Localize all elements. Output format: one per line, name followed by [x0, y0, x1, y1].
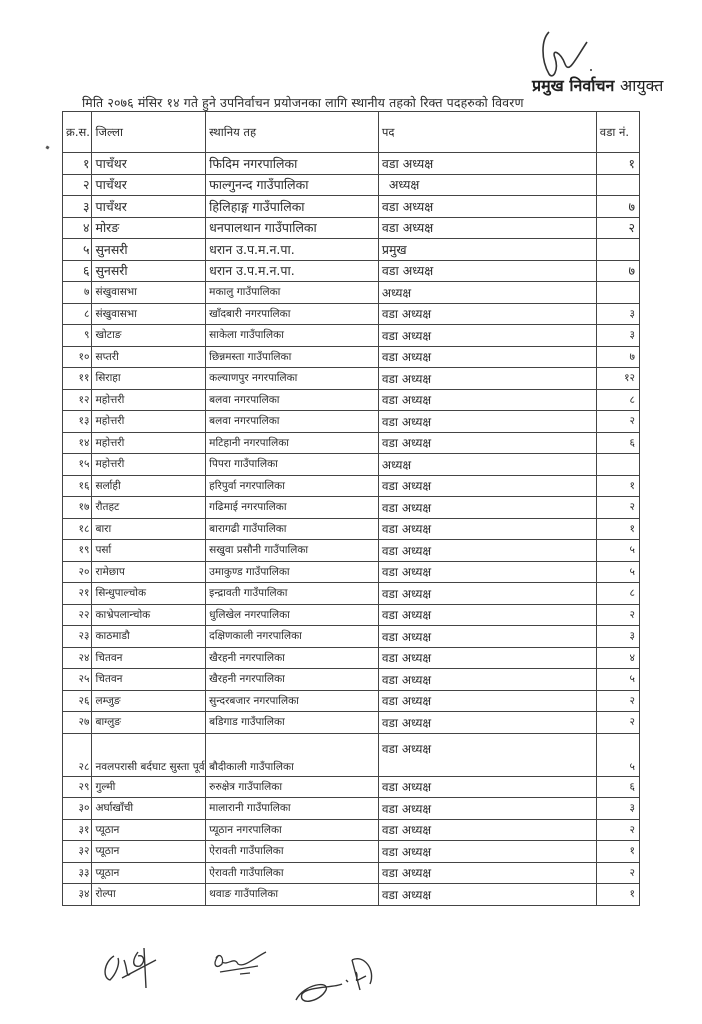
serial-number-cell: २८ — [63, 733, 92, 776]
table-row — [63, 411, 640, 433]
table-row — [63, 690, 640, 712]
post-cell: वडा अध्यक्ष — [378, 303, 596, 325]
ward-number-cell: ८ — [596, 389, 639, 411]
serial-number-cell: १६ — [63, 475, 92, 497]
post-cell: वडा अध्यक्ष — [378, 325, 596, 347]
serial-number-cell: २४ — [63, 647, 92, 669]
serial-number-cell: २५ — [63, 669, 92, 691]
table-row — [63, 626, 640, 648]
signature-3 — [290, 950, 386, 1010]
column-header-post: पद — [378, 112, 596, 153]
ward-number-cell: २ — [596, 712, 639, 734]
district-cell: महोत्तरी — [92, 454, 206, 476]
post-cell: प्रमुख — [378, 239, 596, 261]
serial-number-cell: १२ — [63, 389, 92, 411]
district-cell: काठमाडौ — [92, 626, 206, 648]
local-level-cell: खैरहनी नगरपालिका — [206, 647, 379, 669]
district-cell: अर्घाखाँची — [92, 798, 206, 820]
serial-number-cell: ९ — [63, 325, 92, 347]
post-cell: वडा अध्यक्ष — [378, 776, 596, 798]
local-level-cell: दक्षिणकाली नगरपालिका — [206, 626, 379, 648]
serial-number-cell: ११ — [63, 368, 92, 390]
post-cell: वडा अध्यक्ष — [378, 841, 596, 863]
ward-number-cell: १ — [596, 153, 639, 175]
serial-number-cell: २९ — [63, 776, 92, 798]
local-level-cell: उमाकुण्ड गाउँपालिका — [206, 561, 379, 583]
post-cell: वडा अध्यक्ष — [378, 669, 596, 691]
table-row — [63, 497, 640, 519]
district-cell: सिराहा — [92, 368, 206, 390]
post-cell: वडा अध्यक्ष — [378, 196, 596, 218]
table-row — [63, 862, 640, 884]
signature-2 — [210, 944, 272, 980]
ward-number-cell: ३ — [596, 325, 639, 347]
ward-number-cell: ५ — [596, 669, 639, 691]
local-level-cell: मालारानी गाउँपालिका — [206, 798, 379, 820]
local-level-cell: सुन्दरबजार नगरपालिका — [206, 690, 379, 712]
post-cell: वडा अध्यक्ष — [378, 411, 596, 433]
scan-speck — [45, 145, 49, 149]
table-row — [63, 260, 640, 282]
local-level-cell: मटिहानी नगरपालिका — [206, 432, 379, 454]
table-row — [63, 540, 640, 562]
serial-number-cell: ३३ — [63, 862, 92, 884]
ward-number-cell — [596, 174, 639, 196]
table-row — [63, 669, 640, 691]
column-header-ward: वडा नं. — [596, 112, 639, 153]
district-cell: पाचँथर — [92, 196, 206, 218]
local-level-cell: बौदीकाली गाउँपालिका — [206, 733, 379, 776]
table-row — [63, 583, 640, 605]
district-cell: सुनसरी — [92, 239, 206, 261]
local-level-cell: बारागढी गाउँपालिका — [206, 518, 379, 540]
post-cell: वडा अध्यक्ष — [378, 389, 596, 411]
local-level-cell: हरिपुर्वा नगरपालिका — [206, 475, 379, 497]
serial-number-cell: २७ — [63, 712, 92, 734]
vacancy-table — [62, 111, 640, 906]
serial-number-cell: २६ — [63, 690, 92, 712]
serial-number-cell: ७ — [63, 282, 92, 304]
district-cell: रौतहट — [92, 497, 206, 519]
table-row — [63, 325, 640, 347]
table-row — [63, 884, 640, 906]
table-row — [63, 174, 640, 196]
local-level-cell: हिलिहाङ्ग गाउँपालिका — [206, 196, 379, 218]
district-cell: बाग्लुङ — [92, 712, 206, 734]
post-cell: अध्यक्ष — [378, 282, 596, 304]
table-row — [63, 346, 640, 368]
ward-number-cell: १२ — [596, 368, 639, 390]
ward-number-cell: ५ — [596, 540, 639, 562]
post-cell: वडा अध्यक्ष — [378, 217, 596, 239]
ward-number-cell: ६ — [596, 432, 639, 454]
local-level-cell: फिदिम नगरपालिका — [206, 153, 379, 175]
local-level-cell: बडिगाड गाउँपालिका — [206, 712, 379, 734]
table-row — [63, 776, 640, 798]
ward-number-cell: २ — [596, 217, 639, 239]
district-cell: चितवन — [92, 647, 206, 669]
serial-number-cell: २१ — [63, 583, 92, 605]
table-row — [63, 368, 640, 390]
local-level-cell: बलवा नगरपालिका — [206, 389, 379, 411]
post-cell: वडा अध्यक्ष — [378, 884, 596, 906]
district-cell: पाचँथर — [92, 153, 206, 175]
ward-number-cell: १ — [596, 884, 639, 906]
post-cell: वडा अध्यक्ष — [378, 475, 596, 497]
table-row — [63, 454, 640, 476]
table-row — [63, 239, 640, 261]
authority-title-light: आयुक्त — [620, 76, 664, 95]
local-level-cell: रुरुक्षेत्र गाउँपालिका — [206, 776, 379, 798]
post-cell: वडा अध्यक्ष — [378, 368, 596, 390]
document-title: मिति २०७६ मंसिर १४ गते हुने उपनिर्वाचन प्रयोजनका लागि स्थानीय तहको रिक्त पदहरुको विवरण — [82, 95, 524, 110]
district-cell: लम्जुङ — [92, 690, 206, 712]
serial-number-cell: १५ — [63, 454, 92, 476]
authority-title-bold: प्रमुख निर्वाचन — [532, 76, 615, 95]
district-cell: नवलपरासी बर्दघाट सुस्ता पूर्व — [92, 733, 206, 776]
column-header-district: जिल्ला — [92, 112, 206, 153]
post-cell: वडा अध्यक्ष — [378, 346, 596, 368]
ward-number-cell — [596, 282, 639, 304]
local-level-cell: धरान उ.प.म.न.पा. — [206, 260, 379, 282]
serial-number-cell: ८ — [63, 303, 92, 325]
table-row — [63, 303, 640, 325]
ward-number-cell: ४ — [596, 647, 639, 669]
district-cell: संखुवासभा — [92, 303, 206, 325]
local-level-cell: कल्याणपुर नगरपालिका — [206, 368, 379, 390]
table-row — [63, 561, 640, 583]
post-cell: वडा अध्यक्ष — [378, 712, 596, 734]
local-level-cell: धुलिखेल नगरपालिका — [206, 604, 379, 626]
serial-number-cell: १० — [63, 346, 92, 368]
serial-number-cell: ३० — [63, 798, 92, 820]
serial-number-cell: ३४ — [63, 884, 92, 906]
serial-number-cell: १४ — [63, 432, 92, 454]
serial-number-cell: १ — [63, 153, 92, 175]
ward-number-cell: ७ — [596, 196, 639, 218]
local-level-cell: छिन्नमस्ता गाउँपालिका — [206, 346, 379, 368]
serial-number-cell: १८ — [63, 518, 92, 540]
table-row — [63, 475, 640, 497]
local-level-cell: धनपालथान गाउँपालिका — [206, 217, 379, 239]
serial-number-cell: ६ — [63, 260, 92, 282]
table-row — [63, 196, 640, 218]
district-cell: संखुवासभा — [92, 282, 206, 304]
serial-number-cell: १३ — [63, 411, 92, 433]
ward-number-cell — [596, 239, 639, 261]
local-level-cell: प्यूठान नगरपालिका — [206, 819, 379, 841]
ward-number-cell: २ — [596, 862, 639, 884]
serial-number-cell: ३२ — [63, 841, 92, 863]
district-cell: मोरङ — [92, 217, 206, 239]
table-row — [63, 432, 640, 454]
local-level-cell: सखुवा प्रसौनी गाउँपालिका — [206, 540, 379, 562]
district-cell: महोत्तरी — [92, 432, 206, 454]
local-level-cell: साकेला गाउँपालिका — [206, 325, 379, 347]
local-level-cell: खैरहनी नगरपालिका — [206, 669, 379, 691]
ward-number-cell: ५ — [596, 733, 639, 776]
local-level-cell: ऐरावती गाउँपालिका — [206, 862, 379, 884]
serial-number-cell: २२ — [63, 604, 92, 626]
table-row — [63, 733, 640, 776]
local-level-cell: इन्द्रावती गाउँपालिका — [206, 583, 379, 605]
district-cell: सिन्धुपाल्चोक — [92, 583, 206, 605]
table-header-row — [63, 112, 640, 153]
local-level-cell: पिपरा गाउँपालिका — [206, 454, 379, 476]
post-cell: वडा अध्यक्ष — [378, 819, 596, 841]
post-cell: वडा अध्यक्ष — [378, 647, 596, 669]
ward-number-cell: ७ — [596, 260, 639, 282]
district-cell: प्यूठान — [92, 862, 206, 884]
post-cell: अध्यक्ष — [378, 174, 596, 196]
district-cell: महोत्तरी — [92, 411, 206, 433]
ward-number-cell: ७ — [596, 346, 639, 368]
serial-number-cell: २ — [63, 174, 92, 196]
local-level-cell: बलवा नगरपालिका — [206, 411, 379, 433]
district-cell: प्यूठान — [92, 841, 206, 863]
post-cell: अध्यक्ष — [378, 454, 596, 476]
table-row — [63, 798, 640, 820]
district-cell: चितवन — [92, 669, 206, 691]
table-row — [63, 819, 640, 841]
ward-number-cell: २ — [596, 690, 639, 712]
district-cell: काभ्रेपलान्चोक — [92, 604, 206, 626]
table-row — [63, 647, 640, 669]
district-cell: रामेछाप — [92, 561, 206, 583]
district-cell: रोल्पा — [92, 884, 206, 906]
post-cell: वडा अध्यक्ष — [378, 583, 596, 605]
ward-number-cell — [596, 454, 639, 476]
district-cell: महोत्तरी — [92, 389, 206, 411]
table-row — [63, 389, 640, 411]
column-header-serial: क्र.स. — [63, 112, 92, 153]
ward-number-cell: १ — [596, 475, 639, 497]
serial-number-cell: २३ — [63, 626, 92, 648]
local-level-cell: खाँदबारी नगरपालिका — [206, 303, 379, 325]
serial-number-cell: १९ — [63, 540, 92, 562]
district-cell: सर्लाही — [92, 475, 206, 497]
post-cell: वडा अध्यक्ष — [378, 260, 596, 282]
ward-number-cell: १ — [596, 841, 639, 863]
authority-title — [532, 74, 663, 96]
ward-number-cell: ५ — [596, 561, 639, 583]
district-cell: पर्सा — [92, 540, 206, 562]
local-level-cell: मकालु गाउँपालिका — [206, 282, 379, 304]
column-header-local-level: स्थानिय तह — [206, 112, 379, 153]
post-cell: वडा अध्यक्ष — [378, 432, 596, 454]
post-cell: वडा अध्यक्ष — [378, 604, 596, 626]
ward-number-cell: ३ — [596, 626, 639, 648]
local-level-cell: फाल्गुनन्द गाउँपालिका — [206, 174, 379, 196]
district-cell: बारा — [92, 518, 206, 540]
ward-number-cell: ३ — [596, 303, 639, 325]
local-level-cell: ऐरावती गाउँपालिका — [206, 841, 379, 863]
serial-number-cell: १७ — [63, 497, 92, 519]
district-cell: पाचँथर — [92, 174, 206, 196]
signature-1 — [98, 944, 170, 994]
post-cell: वडा अध्यक्ष — [378, 690, 596, 712]
post-cell: वडा अध्यक्ष — [378, 153, 596, 175]
post-cell: वडा अध्यक्ष — [378, 626, 596, 648]
post-cell: वडा अध्यक्ष — [378, 561, 596, 583]
ward-number-cell: २ — [596, 819, 639, 841]
table-row — [63, 217, 640, 239]
table-row — [63, 841, 640, 863]
serial-number-cell: ३१ — [63, 819, 92, 841]
serial-number-cell: २० — [63, 561, 92, 583]
district-cell: गुल्मी — [92, 776, 206, 798]
post-cell: वडा अध्यक्ष — [378, 798, 596, 820]
post-cell: वडा अध्यक्ष — [378, 540, 596, 562]
table-row — [63, 604, 640, 626]
ward-number-cell: २ — [596, 411, 639, 433]
district-cell: सुनसरी — [92, 260, 206, 282]
district-cell: प्यूठान — [92, 819, 206, 841]
post-cell: वडा अध्यक्ष — [378, 733, 596, 776]
serial-number-cell: ५ — [63, 239, 92, 261]
serial-number-cell: ४ — [63, 217, 92, 239]
post-cell: वडा अध्यक्ष — [378, 518, 596, 540]
post-cell: वडा अध्यक्ष — [378, 497, 596, 519]
ward-number-cell: ३ — [596, 798, 639, 820]
local-level-cell: धरान उ.प.म.न.पा. — [206, 239, 379, 261]
serial-number-cell: ३ — [63, 196, 92, 218]
ward-number-cell: २ — [596, 604, 639, 626]
table-row — [63, 153, 640, 175]
ward-number-cell: ८ — [596, 583, 639, 605]
ward-number-cell: १ — [596, 518, 639, 540]
district-cell: सप्तरी — [92, 346, 206, 368]
local-level-cell: गढिमाई नगरपालिका — [206, 497, 379, 519]
post-cell: वडा अध्यक्ष — [378, 862, 596, 884]
ward-number-cell: २ — [596, 497, 639, 519]
table-row — [63, 282, 640, 304]
table-row — [63, 712, 640, 734]
local-level-cell: थवाङ गाउँपालिका — [206, 884, 379, 906]
table-row — [63, 518, 640, 540]
district-cell: खोटाङ — [92, 325, 206, 347]
ward-number-cell: ६ — [596, 776, 639, 798]
